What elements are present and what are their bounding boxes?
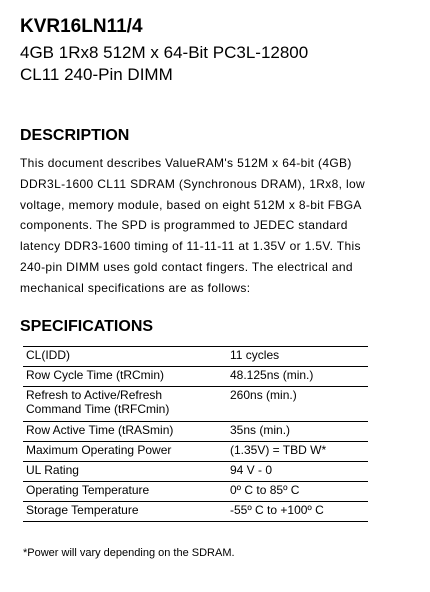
description-line: mechanical specifications are as follows:: [20, 280, 251, 295]
spec-row: [23, 367, 368, 387]
spec-row: [23, 422, 368, 442]
spec-row: [23, 462, 368, 482]
spec-param: Row Cycle Time (tRCmin): [23, 367, 224, 387]
spec-value: 0º C to 85º C: [224, 482, 368, 502]
description-line: This document describes ValueRAM's 512M x 64-bit (4GB): [20, 156, 352, 170]
power-footnote: *Power will vary depending on the SDRAM.: [23, 547, 235, 559]
spec-row: [23, 387, 368, 422]
spec-param: Row Active Time (tRASmin): [23, 422, 224, 442]
spec-row: [23, 502, 368, 522]
specifications-heading: SPECIFICATIONS: [20, 318, 154, 335]
module-subtitle: [20, 42, 308, 86]
spec-param: Maximum Operating Power: [23, 442, 224, 462]
description-line: DDR3L-1600 CL11 SDRAM (Synchronous DRAM), 1Rx8, low: [20, 176, 366, 191]
specifications-table: [23, 346, 368, 522]
spec-row: [23, 442, 368, 462]
subtitle-line: CL11 240-Pin DIMM: [20, 65, 173, 84]
spec-param-line: Refresh to Active/Refresh: [26, 388, 163, 402]
spec-value: 260ns (min.): [224, 387, 368, 422]
spec-param: UL Rating: [23, 462, 224, 482]
spec-param-line: Command Time (tRFCmin): [26, 402, 170, 416]
spec-param: Storage Temperature: [23, 502, 224, 522]
spec-value: -55º C to +100º C: [224, 502, 368, 522]
description-paragraph: [20, 153, 420, 299]
description-heading: DESCRIPTION: [20, 127, 130, 144]
part-number-title: KVR16LN11/4: [20, 16, 143, 37]
spec-value: 48.125ns (min.): [224, 367, 368, 387]
description-line: components. The SPD is programmed to JEDEC standard: [20, 218, 348, 233]
spec-row: [23, 347, 368, 367]
subtitle-line: 4GB 1Rx8 512M x 64-Bit PC3L-12800: [20, 43, 309, 62]
description-line: voltage, memory module, based on eight 512M x 8-bit FBGA: [20, 197, 362, 212]
spec-value: 35ns (min.): [224, 422, 368, 442]
spec-param: Operating Temperature: [23, 482, 224, 502]
description-line: 240-pin DIMM uses gold contact fingers. The electrical and: [20, 259, 353, 274]
description-line: latency DDR3-1600 timing of 11-11-11 at 1.35V or 1.5V. This: [20, 239, 361, 254]
spec-value: 11 cycles: [224, 347, 368, 367]
spec-row: [23, 482, 368, 502]
spec-param: [23, 387, 224, 422]
spec-value: (1.35V) = TBD W*: [224, 442, 368, 462]
spec-param: CL(IDD): [23, 347, 224, 367]
spec-value: 94 V - 0: [224, 462, 368, 482]
